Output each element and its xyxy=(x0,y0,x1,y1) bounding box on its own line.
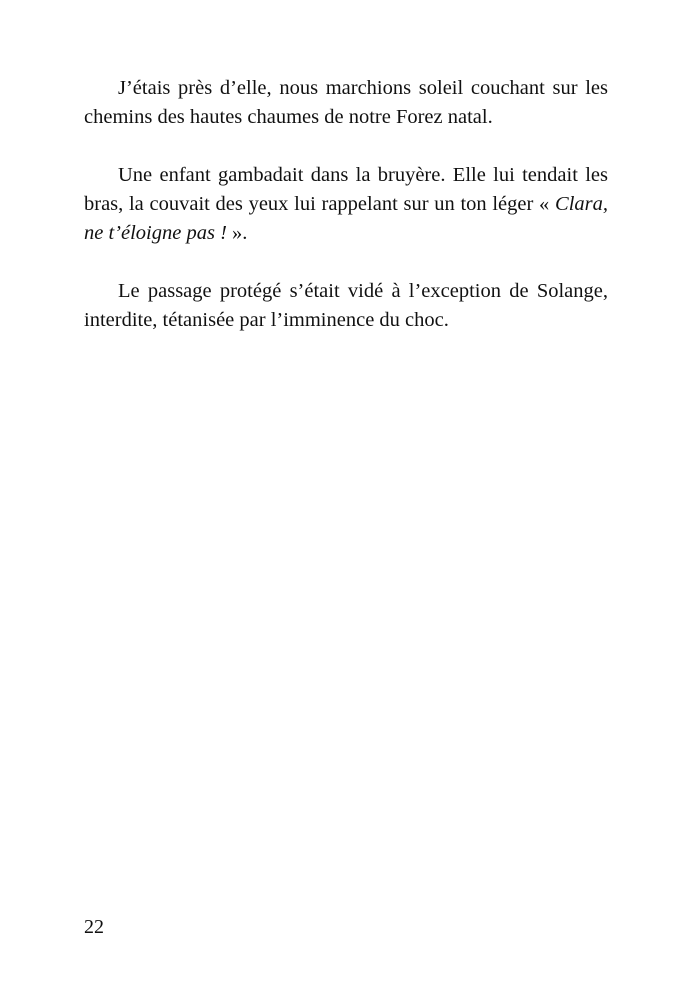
paragraph-2 xyxy=(84,161,608,248)
quoted-speech: Clara, ne t’éloigne pas ! xyxy=(84,193,608,244)
body-text xyxy=(84,74,608,335)
paragraph-2-text: Une enfant gambadait dans la bruyère. Elle lui tendait les bras, la couvait des yeux lui rappelant sur un ton léger « xyxy=(84,164,608,215)
page-number: 22 xyxy=(84,916,104,938)
paragraph-3: Le passage protégé s’était vidé à l’exception de Solange, interdite, tétanisée par l’imminence du choc. xyxy=(84,280,608,331)
paragraph-2-end: ». xyxy=(226,222,248,244)
paragraph-1: J’étais près d’elle, nous marchions soleil couchant sur les chemins des hautes chaumes de notre Forez natal. xyxy=(84,77,608,128)
